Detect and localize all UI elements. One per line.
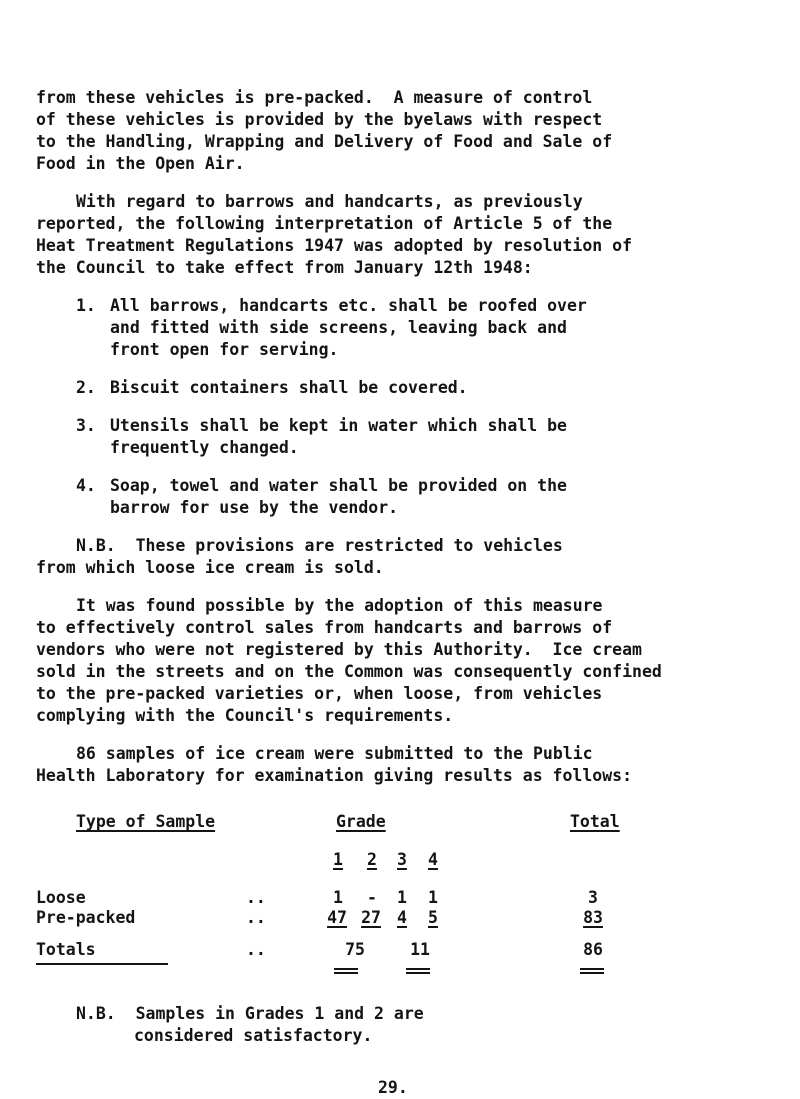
para3-line-6: complying with the Council's requirements.: [36, 706, 454, 725]
totals-dots: ..: [246, 940, 266, 959]
row-total: 83: [583, 908, 603, 927]
nb1-line-2: from which loose ice cream is sold.: [36, 558, 384, 577]
header-type-of-sample: Type of Sample: [76, 812, 216, 831]
row-grade-3: 1: [397, 888, 407, 907]
list-item-4-line-2: barrow for use by the vendor.: [110, 498, 399, 517]
totals-grade-1-2: 75: [345, 940, 365, 959]
list-item-3-number: 3.: [76, 416, 96, 435]
para3-line-5: to the pre-packed varieties or, when loose, from vehicles: [36, 684, 603, 703]
totals-label-rule: [36, 963, 168, 965]
totals-grade-3-4: 11: [410, 940, 430, 959]
double-rule-total: [580, 968, 604, 974]
para2-line-4: the Council to take effect from January 12th 1948:: [36, 258, 533, 277]
para3-line-3: vendors who were not registered by this Authority. Ice cream: [36, 640, 642, 659]
grade-label-1: 1: [333, 850, 343, 869]
row-grade-2: 27: [361, 908, 381, 927]
double-rule-grade-1-2: [334, 968, 358, 974]
nb1-line-1: N.B. These provisions are restricted to vehicles: [76, 536, 563, 555]
nb2-line-2: considered satisfactory.: [134, 1026, 373, 1045]
list-item-1-line-3: front open for serving.: [110, 340, 339, 359]
list-item-2-number: 2.: [76, 378, 96, 397]
para3-line-2: to effectively control sales from handcarts and barrows of: [36, 618, 613, 637]
list-item-2-line-1: Biscuit containers shall be covered.: [110, 378, 468, 397]
list-item-1-line-1: All barrows, handcarts etc. shall be roofed over: [110, 296, 587, 315]
grade-label-4: 4: [428, 850, 438, 869]
totals-total: 86: [583, 940, 603, 959]
para3-line-1: It was found possible by the adoption of this measure: [76, 596, 603, 615]
row-grade-2: -: [367, 888, 377, 907]
row-label: Loose: [36, 888, 86, 907]
para1-line-2: of these vehicles is provided by the byelaws with respect: [36, 110, 603, 129]
para3-line-4: sold in the streets and on the Common was consequently confined: [36, 662, 662, 681]
list-item-1-number: 1.: [76, 296, 96, 315]
row-grade-4: 1: [428, 888, 438, 907]
totals-label: Totals: [36, 940, 96, 959]
double-rule-grade-3-4: [406, 968, 430, 974]
row-grade-3: 4: [397, 908, 407, 927]
row-label: Pre-packed: [36, 908, 136, 927]
nb2-line-1: N.B. Samples in Grades 1 and 2 are: [76, 1004, 424, 1023]
list-item-3-line-2: frequently changed.: [110, 438, 299, 457]
page-number: 29.: [378, 1078, 408, 1097]
row-total: 3: [588, 888, 598, 907]
para1-line-4: Food in the Open Air.: [36, 154, 245, 173]
grade-label-2: 2: [367, 850, 377, 869]
row-grade-4: 5: [428, 908, 438, 927]
para4-line-2: Health Laboratory for examination giving results as follows:: [36, 766, 633, 785]
list-item-1-line-2: and fitted with side screens, leaving back and: [110, 318, 567, 337]
para4-line-1: 86 samples of ice cream were submitted to the Public: [76, 744, 593, 763]
list-item-3-line-1: Utensils shall be kept in water which shall be: [110, 416, 567, 435]
row-dots: ..: [246, 888, 266, 907]
row-grade-1: 1: [333, 888, 343, 907]
list-item-4-line-1: Soap, towel and water shall be provided on the: [110, 476, 567, 495]
para1-line-3: to the Handling, Wrapping and Delivery of Food and Sale of: [36, 132, 613, 151]
header-total: Total: [570, 812, 620, 831]
para1-line-1: from these vehicles is pre-packed. A measure of control: [36, 88, 593, 107]
para2-line-2: reported, the following interpretation of Article 5 of the: [36, 214, 613, 233]
row-grade-1: 47: [327, 908, 347, 927]
grade-label-3: 3: [397, 850, 407, 869]
row-dots: ..: [246, 908, 266, 927]
list-item-4-number: 4.: [76, 476, 96, 495]
para2-line-1: With regard to barrows and handcarts, as previously: [76, 192, 583, 211]
header-grade: Grade: [336, 812, 386, 831]
para2-line-3: Heat Treatment Regulations 1947 was adopted by resolution of: [36, 236, 633, 255]
